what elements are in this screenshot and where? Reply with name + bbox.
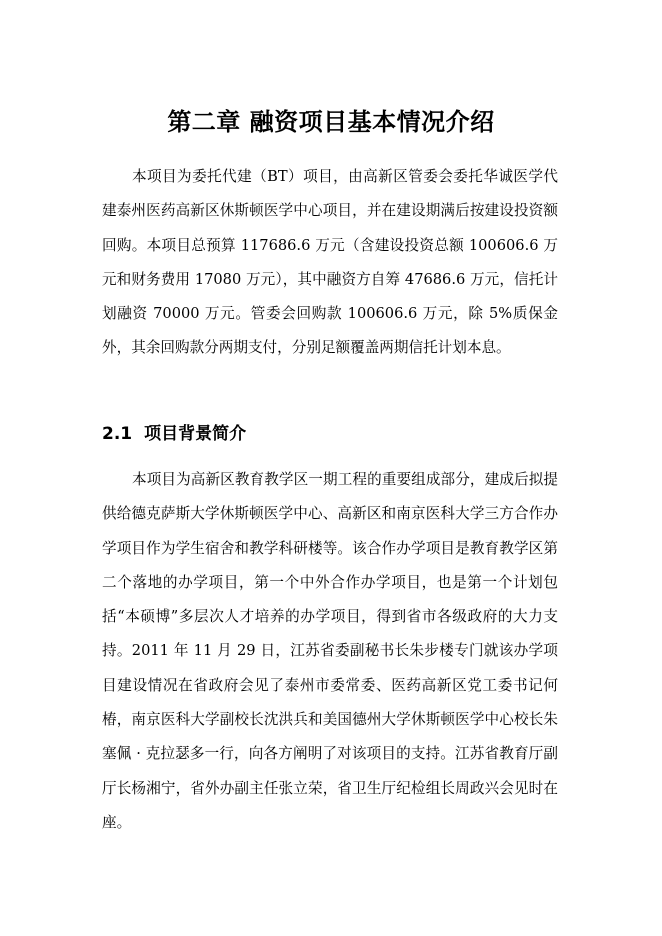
intro-paragraph: 本项目为委托代建（BT）项目，由高新区管委会委托华诚医学代建泰州医药高新区休斯顿医学中心项目，并在建设期满后按建设投资额回购。本项目总预算 117686.6 万元（含建设投资总额 100606.6 万元和财务费用 17080 万元），其中融资方自筹 47686.6 万元，信托计划融资 70000 万元。管委会回购款 100606.6 万元，除 5%质保金外，其余回购款分两期支付，分别足额覆盖两期信托计划本息。 xyxy=(102,168,558,357)
section-number: 2.1 xyxy=(102,424,133,444)
section-title: 项目背景简介 xyxy=(144,424,247,444)
section-heading xyxy=(102,420,246,448)
section-paragraph: 本项目为高新区教育教学区一期工程的重要组成部分，建成后拟提供给德克萨斯大学休斯顿医学中心、高新区和南京医科大学三方合作办学项目作为学生宿舍和教学科研楼等。该合作办学项目是教育教学区第二个落地的办学项目，第一个中外合作办学项目，也是第一个计划包括“本硕博”多层次人才培养的办学项目，得到省市各级政府的大力支持。2011 年 11 月 29 日，江苏省委副秘书长朱步楼专门就该办学项目建设情况在省政府会见了泰州市委常委、医药高新区党工委书记何椿，南京医科大学副校长沈洪兵和美国德州大学休斯顿医学中心校长朱塞佩 · 克拉瑟多一行，向各方阐明了对该项目的支持。江苏省教育厅副厅长杨湘宁，省外办副主任张立荣，省卫生厅纪检组长周政兴会见时在座。 xyxy=(102,471,558,831)
chapter-title: 第二章 融资项目基本情况介绍 xyxy=(167,108,495,136)
